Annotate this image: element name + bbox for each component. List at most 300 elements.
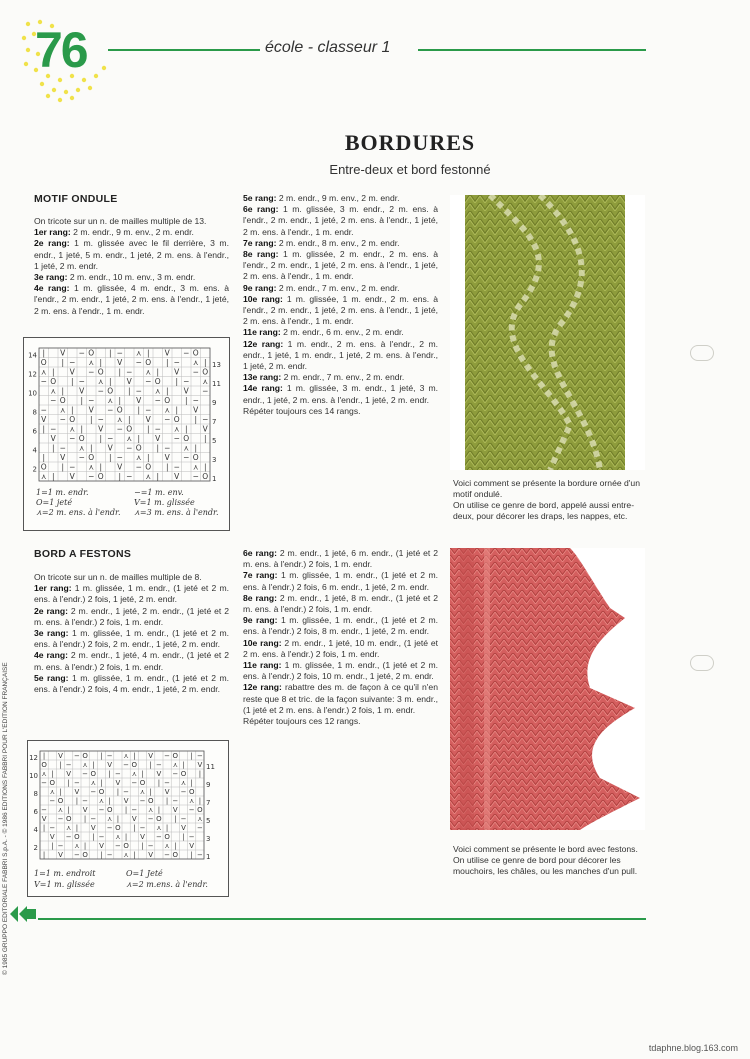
series-title: école - classeur 1	[265, 39, 391, 56]
chart-symbol: |	[99, 358, 103, 367]
row-instruction	[243, 193, 438, 204]
chart-symbol: V	[60, 453, 66, 462]
chart-row-number: 10	[29, 772, 38, 780]
chart-symbol: ⋏	[139, 788, 146, 796]
chart-symbol: |	[133, 752, 136, 760]
chart-symbol: ⋏	[107, 396, 113, 405]
chart-symbol: O	[90, 770, 97, 778]
chart-symbol: −	[147, 815, 154, 823]
chart-symbol: ⋏	[136, 453, 142, 462]
row-text: 1 m. glissée, 2 m. endr., 2 m. ens. à l'endr., 2 m. endr., 1 jeté, 2 m. ens. à l'endr., 1 jeté, 2 m. ens. à l'endr., 1 m. endr.	[243, 249, 438, 282]
chart-symbol: V	[98, 424, 104, 434]
chart-symbol: |	[108, 348, 112, 358]
chart-symbol: O	[188, 788, 195, 796]
motif-ondule-caption	[453, 478, 653, 522]
bord-festons-heading: BORD A FESTONS	[34, 548, 132, 560]
chart-symbol: |	[174, 842, 177, 850]
chart-symbol: |	[116, 788, 120, 796]
chart-symbol: ⋏	[131, 770, 137, 778]
chart-symbol: V	[145, 415, 151, 424]
row-label: 8e rang:	[243, 249, 279, 260]
chart-symbol: −	[65, 761, 72, 769]
chart-symbol: −	[188, 806, 195, 814]
chart-symbol: V	[107, 761, 113, 769]
row-label: 3e rang:	[34, 628, 69, 639]
chart-symbol: ⋏	[174, 424, 180, 434]
chart1-legend-2: −=1 m. env.	[134, 488, 184, 497]
chart-symbol: O	[74, 833, 80, 841]
chart-symbol: |	[116, 815, 120, 823]
chart-symbol: ⋏	[88, 358, 94, 367]
chart-symbol: −	[41, 806, 48, 814]
row-text: 1 m. glissée, 4 m. endr., 3 m. ens. à l'endr., 2 m. endr., 1 jeté, 2 m. ens. à l'endr., 1 jeté, 2 m. ens. à l'endr., 1 m. endr.	[34, 283, 229, 316]
chart-symbol: −	[107, 434, 114, 443]
chart-row-number: 2	[33, 844, 38, 852]
chart-symbol: |	[70, 405, 74, 415]
motif-ondule-chart	[23, 337, 230, 531]
chart-symbol: −	[116, 453, 123, 462]
chart-symbol: V	[131, 815, 137, 823]
chart-symbol: |	[59, 788, 62, 796]
row-text: 1 m. glissée avec le fil derrière, 3 m. endr., 1 jeté, 5 m. endr., 1 jeté, 2 m. ens. à l'endr., 1 jeté, 2 m. endr.	[34, 238, 229, 271]
chart-row-number: 6	[32, 427, 37, 436]
chart-symbol: |	[51, 367, 55, 377]
motif-ondule-repeat: Répéter toujours ces 14 rangs.	[243, 405, 361, 416]
chart-symbol: ⋏	[66, 824, 72, 832]
chart-symbol: O	[164, 396, 171, 405]
chart-symbol: |	[203, 434, 207, 443]
row-text: rabattre des m. de façon à ce qu'il n'en reste que 8 et tric. de la façon suivante: 3 m. endr., (1 jeté et 2 m. ens. à l'endr.) 2 fois, 1 m. endr.	[243, 682, 438, 715]
chart-symbol: ⋏	[189, 797, 195, 805]
chart-symbol: V	[126, 377, 132, 386]
chart-symbol: |	[127, 415, 131, 424]
chart-symbol: V	[66, 770, 72, 778]
chart-symbol: |	[174, 815, 177, 823]
chart1-legend-6: ⋏=3 m. ens. à l'endr.	[134, 508, 219, 517]
chart-symbol: |	[156, 443, 160, 453]
chart-symbol: −	[69, 434, 76, 443]
chart-symbol: V	[174, 472, 180, 481]
chart-symbol: |	[42, 348, 46, 358]
binder-hole-top	[690, 345, 714, 361]
row-text: 1 m. glissée, 1 m. endr., (1 jeté et 2 m. ens. à l'endr.) 2 fois, 10 m. endr., 1 jeté, 2 m. endr.	[243, 660, 438, 682]
chart-symbol: ⋏	[193, 462, 199, 472]
chart-symbol: |	[108, 377, 112, 386]
chart-symbol: |	[137, 434, 141, 443]
chart-symbol: V	[136, 396, 142, 405]
chart-symbol: |	[80, 396, 84, 405]
chart-symbol: −	[107, 405, 114, 415]
chart-symbol: |	[203, 462, 207, 472]
chart-symbol: −	[196, 851, 203, 859]
bord-festons-caption	[453, 844, 653, 877]
chart-symbol: −	[41, 779, 48, 787]
chart-row-number: 13	[212, 361, 221, 369]
chart-symbol: ⋏	[123, 752, 129, 760]
chart-symbol: V	[164, 348, 170, 358]
chart-symbol: −	[78, 453, 85, 462]
chart-symbol: |	[127, 386, 131, 396]
chart-symbol: |	[42, 424, 46, 434]
chart-symbol: −	[172, 797, 179, 805]
chart-symbol: V	[174, 367, 180, 377]
chart-symbol: |	[165, 386, 169, 396]
chart-symbol: −	[131, 806, 138, 814]
chart-symbol: V	[123, 797, 129, 805]
row-text: 2 m. endr., 1 jeté, 10 m. endr., (1 jeté et 2 m. ens. à l'endr.) 2 fois, 1 m. endr.	[243, 637, 438, 659]
chart-symbol: O	[40, 462, 47, 472]
chart-symbol: |	[42, 752, 46, 760]
chart-symbol: |	[89, 415, 93, 424]
row-instruction	[34, 583, 229, 605]
chart-symbol: |	[89, 443, 93, 453]
chart-symbol: ⋏	[126, 434, 132, 443]
chart-symbol: V	[50, 434, 56, 443]
chart-symbol: O	[88, 348, 95, 358]
row-instruction	[34, 283, 229, 317]
row-label: 3e rang:	[34, 272, 68, 283]
row-instruction	[34, 650, 229, 672]
row-label: 2e rang:	[34, 605, 68, 616]
chart-symbol: −	[90, 815, 97, 823]
chart-symbol: |	[141, 770, 144, 778]
chart-symbol: |	[165, 797, 169, 805]
chart-symbol: |	[141, 842, 144, 850]
chart-symbol: |	[51, 472, 55, 481]
chart-row-number: 2	[32, 465, 37, 474]
chart-symbol: |	[182, 833, 185, 841]
footer-rule	[38, 918, 646, 920]
motif-ondule-intro: On tricote sur un n. de mailles multiple de 13.	[34, 216, 207, 226]
chart-symbol: −	[106, 824, 113, 832]
row-label: 1er rang:	[34, 227, 71, 238]
motif-ondule-text-left	[34, 216, 229, 317]
chart-symbol: −	[65, 833, 72, 841]
chart-symbol: |	[108, 770, 111, 778]
row-label: 4e rang:	[34, 650, 68, 661]
chart-symbol: ⋏	[90, 779, 96, 787]
chart-symbol: |	[42, 851, 46, 859]
chart-symbol: ⋏	[41, 367, 47, 377]
chart-symbol: V	[49, 833, 55, 841]
chart-symbol: O	[106, 806, 113, 814]
chart-symbol: −	[126, 367, 133, 377]
chart-symbol: ⋏	[164, 405, 170, 415]
chart-symbol: ⋏	[197, 815, 203, 823]
row-instruction	[243, 283, 438, 294]
row-instruction	[243, 238, 438, 249]
chart-symbol: −	[164, 779, 171, 787]
bord-festons-text-right	[243, 548, 438, 727]
chart-row-number: 5	[206, 817, 211, 825]
chart-symbol: ⋏	[156, 824, 162, 832]
chart2-legend-1: 1=1 m. endroit	[34, 869, 96, 878]
chart-symbol: V	[69, 367, 75, 377]
row-text: 2 m. endr., 9 m. env., 2 m. endr.	[276, 193, 400, 203]
chart-row-number: 10	[28, 389, 37, 398]
motif-ondule-chart-grid	[24, 344, 229, 484]
row-text: 2 m. endr., 1 jeté, 8 m. endr., (1 jeté et 2 m. ens. à l'endr.) 2 fois, 1 m. endr.	[243, 592, 438, 615]
page-title: BORDURES	[344, 130, 476, 155]
chart-row-number: 3	[206, 835, 211, 843]
chart-symbol: |	[118, 367, 122, 377]
chart-symbol: −	[82, 797, 89, 805]
chart-symbol: ⋏	[79, 443, 85, 453]
chart-symbol: O	[154, 377, 161, 386]
chart-symbol: −	[154, 396, 161, 405]
chart-symbol: O	[202, 472, 209, 481]
chart-symbol: O	[164, 833, 170, 841]
side-credit: © 1985 GRUPPO EDITORIALE FABBRI S.p.A. - © 1986 EDITIONS FABBRI POUR L'EDITION FRANÇAISE	[2, 662, 9, 975]
chart-symbol: |	[118, 472, 122, 481]
chart-symbol: −	[82, 770, 89, 778]
chart-symbol: −	[173, 358, 180, 367]
chart-symbol: V	[82, 806, 88, 814]
row-label: 12e rang:	[243, 682, 282, 693]
chart-symbol: O	[156, 815, 162, 823]
chart-symbol: |	[67, 779, 70, 787]
chart-symbol: ⋏	[41, 770, 47, 778]
watermark: tdaphne.blog.163.com	[648, 1043, 738, 1053]
row-label: 1er rang:	[34, 583, 72, 594]
chart-symbol: O	[139, 779, 146, 787]
row-label: 12e rang:	[243, 338, 284, 349]
chart-symbol: −	[164, 752, 171, 760]
page-number: 76	[35, 22, 87, 78]
chart-symbol: ⋏	[148, 806, 154, 814]
chart-symbol: |	[51, 443, 55, 453]
chart-symbol: −	[114, 842, 121, 850]
chart-symbol: −	[123, 788, 130, 796]
chart-symbol: −	[192, 396, 199, 405]
row-text: 1 m. glissée, 3 m. endr., 2 m. ens. à l'endr., 2 m. endr., 1 jeté, 2 m. ens. à l'endr., 1 jeté, 2 m. ens. à l'endr., 1 m. endr.	[243, 204, 438, 237]
chart-symbol: −	[59, 443, 66, 453]
chart-symbol: O	[147, 797, 154, 805]
motif-ondule-rows-left	[34, 227, 229, 317]
chart-symbol: |	[165, 824, 169, 832]
chart-symbol: −	[126, 472, 133, 481]
motif-ondule-heading: MOTIF ONDULE	[34, 193, 118, 205]
chart-symbol: −	[154, 424, 161, 434]
chart-symbol: V	[183, 386, 189, 396]
chart-symbol: |	[133, 824, 136, 832]
chart-symbol: V	[140, 833, 145, 841]
chart-symbol: O	[40, 358, 47, 367]
chart-symbol: O	[97, 472, 104, 481]
chart-symbol: |	[108, 453, 112, 462]
chart-symbol: O	[82, 851, 88, 859]
chart-symbol: ⋏	[107, 815, 113, 823]
chart-symbol: |	[118, 396, 122, 405]
chart-symbol: |	[124, 806, 128, 814]
row-instruction	[243, 294, 438, 328]
chart-symbol: −	[116, 348, 123, 358]
row-text: 1 m. glissée, 1 m. endr., 2 m. ens. à l'endr., 2 m. endr., 1 jeté, 2 m. ens. à l'endr., 1 jeté, 2 m. ens. à l'endr., 1 m. endr.	[243, 293, 438, 327]
chart-symbol: |	[157, 806, 161, 814]
chart-symbol: −	[188, 833, 195, 841]
row-instruction	[34, 673, 229, 695]
bord-festons-chart-grid	[28, 747, 228, 867]
chart-symbol: |	[133, 851, 136, 859]
chart-symbol: −	[49, 797, 56, 805]
chart-symbol: −	[57, 815, 64, 823]
chart-row-number: 4	[33, 826, 38, 834]
chart-symbol: −	[183, 453, 190, 462]
chart-symbol: ⋏	[183, 443, 189, 453]
chart-symbol: ⋏	[123, 851, 129, 859]
chart-symbol: O	[82, 752, 88, 760]
chart-symbol: |	[190, 851, 193, 859]
chart-symbol: |	[194, 443, 198, 453]
chart-symbol: O	[192, 453, 199, 462]
chart-symbol: −	[106, 851, 113, 859]
chart-symbol: −	[135, 358, 142, 367]
row-text: 2 m. endr., 7 m. env., 2 m. endr.	[281, 372, 405, 383]
chart-symbol: |	[70, 377, 74, 386]
row-instruction	[243, 615, 438, 637]
chart-symbol: V	[193, 405, 199, 415]
chart-symbol: O	[59, 396, 66, 405]
chart-symbol: V	[69, 472, 75, 481]
chart-symbol: V	[79, 386, 85, 396]
row-instruction	[243, 372, 438, 383]
chart-row-number: 11	[212, 380, 221, 388]
chart-symbol: −	[49, 824, 56, 832]
chart-symbol: −	[131, 779, 138, 787]
chart-symbol: O	[65, 815, 72, 823]
chart-symbol: |	[184, 396, 188, 405]
chart-symbol: −	[40, 377, 47, 386]
row-instruction	[243, 593, 438, 615]
chart-symbol: |	[149, 761, 152, 769]
motif-ondule-caption-2: On utilise ce genre de bord, appelé aussi entre-deux, pour décorer les draps, les nappes, etc.	[453, 500, 635, 521]
chart-symbol: |	[124, 833, 128, 841]
chart-symbol: O	[202, 367, 209, 377]
chart-symbol: |	[165, 358, 169, 367]
chart-symbol: ⋏	[117, 415, 123, 424]
row-label: 13e rang:	[243, 372, 282, 383]
chart-symbol: V	[164, 788, 170, 796]
chart-symbol: |	[83, 842, 87, 850]
bord-festons-text-left	[34, 572, 229, 695]
chart-symbol: −	[183, 377, 190, 386]
bord-festons-chart	[27, 740, 229, 897]
chart-symbol: O	[192, 348, 199, 358]
chart-symbol: |	[203, 358, 207, 367]
chart-symbol: |	[146, 348, 150, 358]
chart-symbol: |	[198, 770, 202, 778]
chart-row-number: 8	[32, 408, 37, 417]
chart-symbol: O	[115, 824, 121, 832]
chart-symbol: V	[41, 415, 47, 424]
chart-symbol: V	[181, 824, 186, 832]
row-label: 5e rang:	[34, 672, 69, 683]
chart-symbol: V	[99, 842, 104, 850]
chart-symbol: |	[100, 851, 103, 859]
chart-symbol: −	[164, 443, 171, 453]
header-rule-right	[418, 49, 646, 51]
chart-symbol: O	[116, 405, 123, 415]
row-text: 2 m. endr., 10 m. env., 3 m. endr.	[67, 272, 196, 283]
chart-symbol: |	[156, 367, 160, 377]
chart-symbol: |	[108, 797, 111, 805]
chart-symbol: −	[88, 472, 95, 481]
chart-symbol: ⋏	[155, 386, 161, 396]
chart-symbol: ⋏	[202, 377, 208, 386]
chart-symbol: −	[155, 761, 162, 769]
row-label: 10e rang:	[243, 637, 282, 648]
binder-hole-bottom	[690, 655, 714, 671]
chart-symbol: |	[59, 761, 62, 769]
chart-symbol: |	[80, 424, 84, 434]
chart-symbol: |	[156, 472, 160, 481]
chart-symbol: |	[146, 424, 150, 434]
row-text: 1 m. glissée, 1 m. endr., (1 jeté et 2 m. ens. à l'endr.) 2 fois, 2 m. endr., 1 jeté, 2 m. endr.	[34, 628, 229, 650]
chart-row-number: 9	[212, 399, 217, 407]
motif-ondule-text-right	[243, 193, 438, 417]
chart-symbol: V	[58, 851, 63, 859]
chart-symbol: −	[73, 779, 80, 787]
chart-symbol: ⋏	[82, 761, 88, 769]
chart-row-number: 4	[32, 446, 37, 455]
chart-symbol: ⋏	[136, 348, 142, 358]
chart-symbol: −	[97, 415, 104, 424]
chart-row-number: 5	[212, 437, 217, 445]
chart-symbol: |	[99, 462, 103, 472]
chart-symbol: −	[78, 377, 85, 386]
chart-symbol: V	[202, 424, 208, 434]
row-text: 2 m. endr., 6 m. env., 2 m. endr.	[280, 327, 404, 338]
chart-symbol: ⋏	[88, 462, 94, 472]
row-text: 2 m. endr., 7 m. env., 2 m. endr.	[276, 282, 400, 293]
chart-row-number: 12	[29, 754, 38, 762]
chart-symbol: O	[78, 434, 85, 443]
chart-symbol: ⋏	[50, 386, 56, 396]
chart-symbol: |	[165, 462, 169, 472]
chart-symbol: −	[135, 462, 142, 472]
chart-symbol: −	[192, 367, 199, 377]
chart-symbol: −	[40, 405, 47, 415]
chart-symbol: |	[182, 761, 185, 769]
chart-symbol: O	[180, 770, 187, 778]
row-text: 1 m. endr., 2 m. ens. à l'endr., 2 m. endr., 1 jeté, 1 m. endr., 1 jeté, 2 m. ens. à l'endr., 1 jeté, 2 m. endr.	[243, 338, 438, 372]
chart2-legend-2: O=1 Jeté	[126, 869, 163, 878]
chart-symbol: −	[98, 833, 105, 841]
chart-symbol: ⋏	[57, 806, 64, 814]
row-instruction	[243, 204, 438, 238]
photo-motif-ondule	[450, 195, 645, 470]
chart-row-number: 14	[28, 351, 37, 360]
chart-symbol: O	[41, 761, 47, 769]
chart-symbol: −	[90, 788, 97, 796]
chart-symbol: V	[164, 453, 170, 462]
chart-symbol: ⋏	[98, 377, 104, 386]
row-text: 2 m. endr., 9 m. env., 2 m. endr.	[70, 227, 194, 238]
chart-symbol: ⋏	[69, 424, 75, 434]
chart-symbol: −	[183, 348, 190, 358]
row-label: 10e rang:	[243, 293, 283, 304]
chart-symbol: |	[61, 386, 65, 396]
row-instruction	[34, 238, 229, 272]
chart-symbol: V	[156, 770, 162, 778]
chart-symbol: −	[59, 415, 66, 424]
chart-symbol: O	[97, 367, 104, 377]
chart-symbol: −	[88, 367, 95, 377]
row-instruction	[243, 660, 438, 682]
chart-symbol: ⋏	[60, 405, 66, 415]
photo-bord-festons	[450, 548, 645, 830]
chart-row-number: 3	[212, 456, 217, 464]
